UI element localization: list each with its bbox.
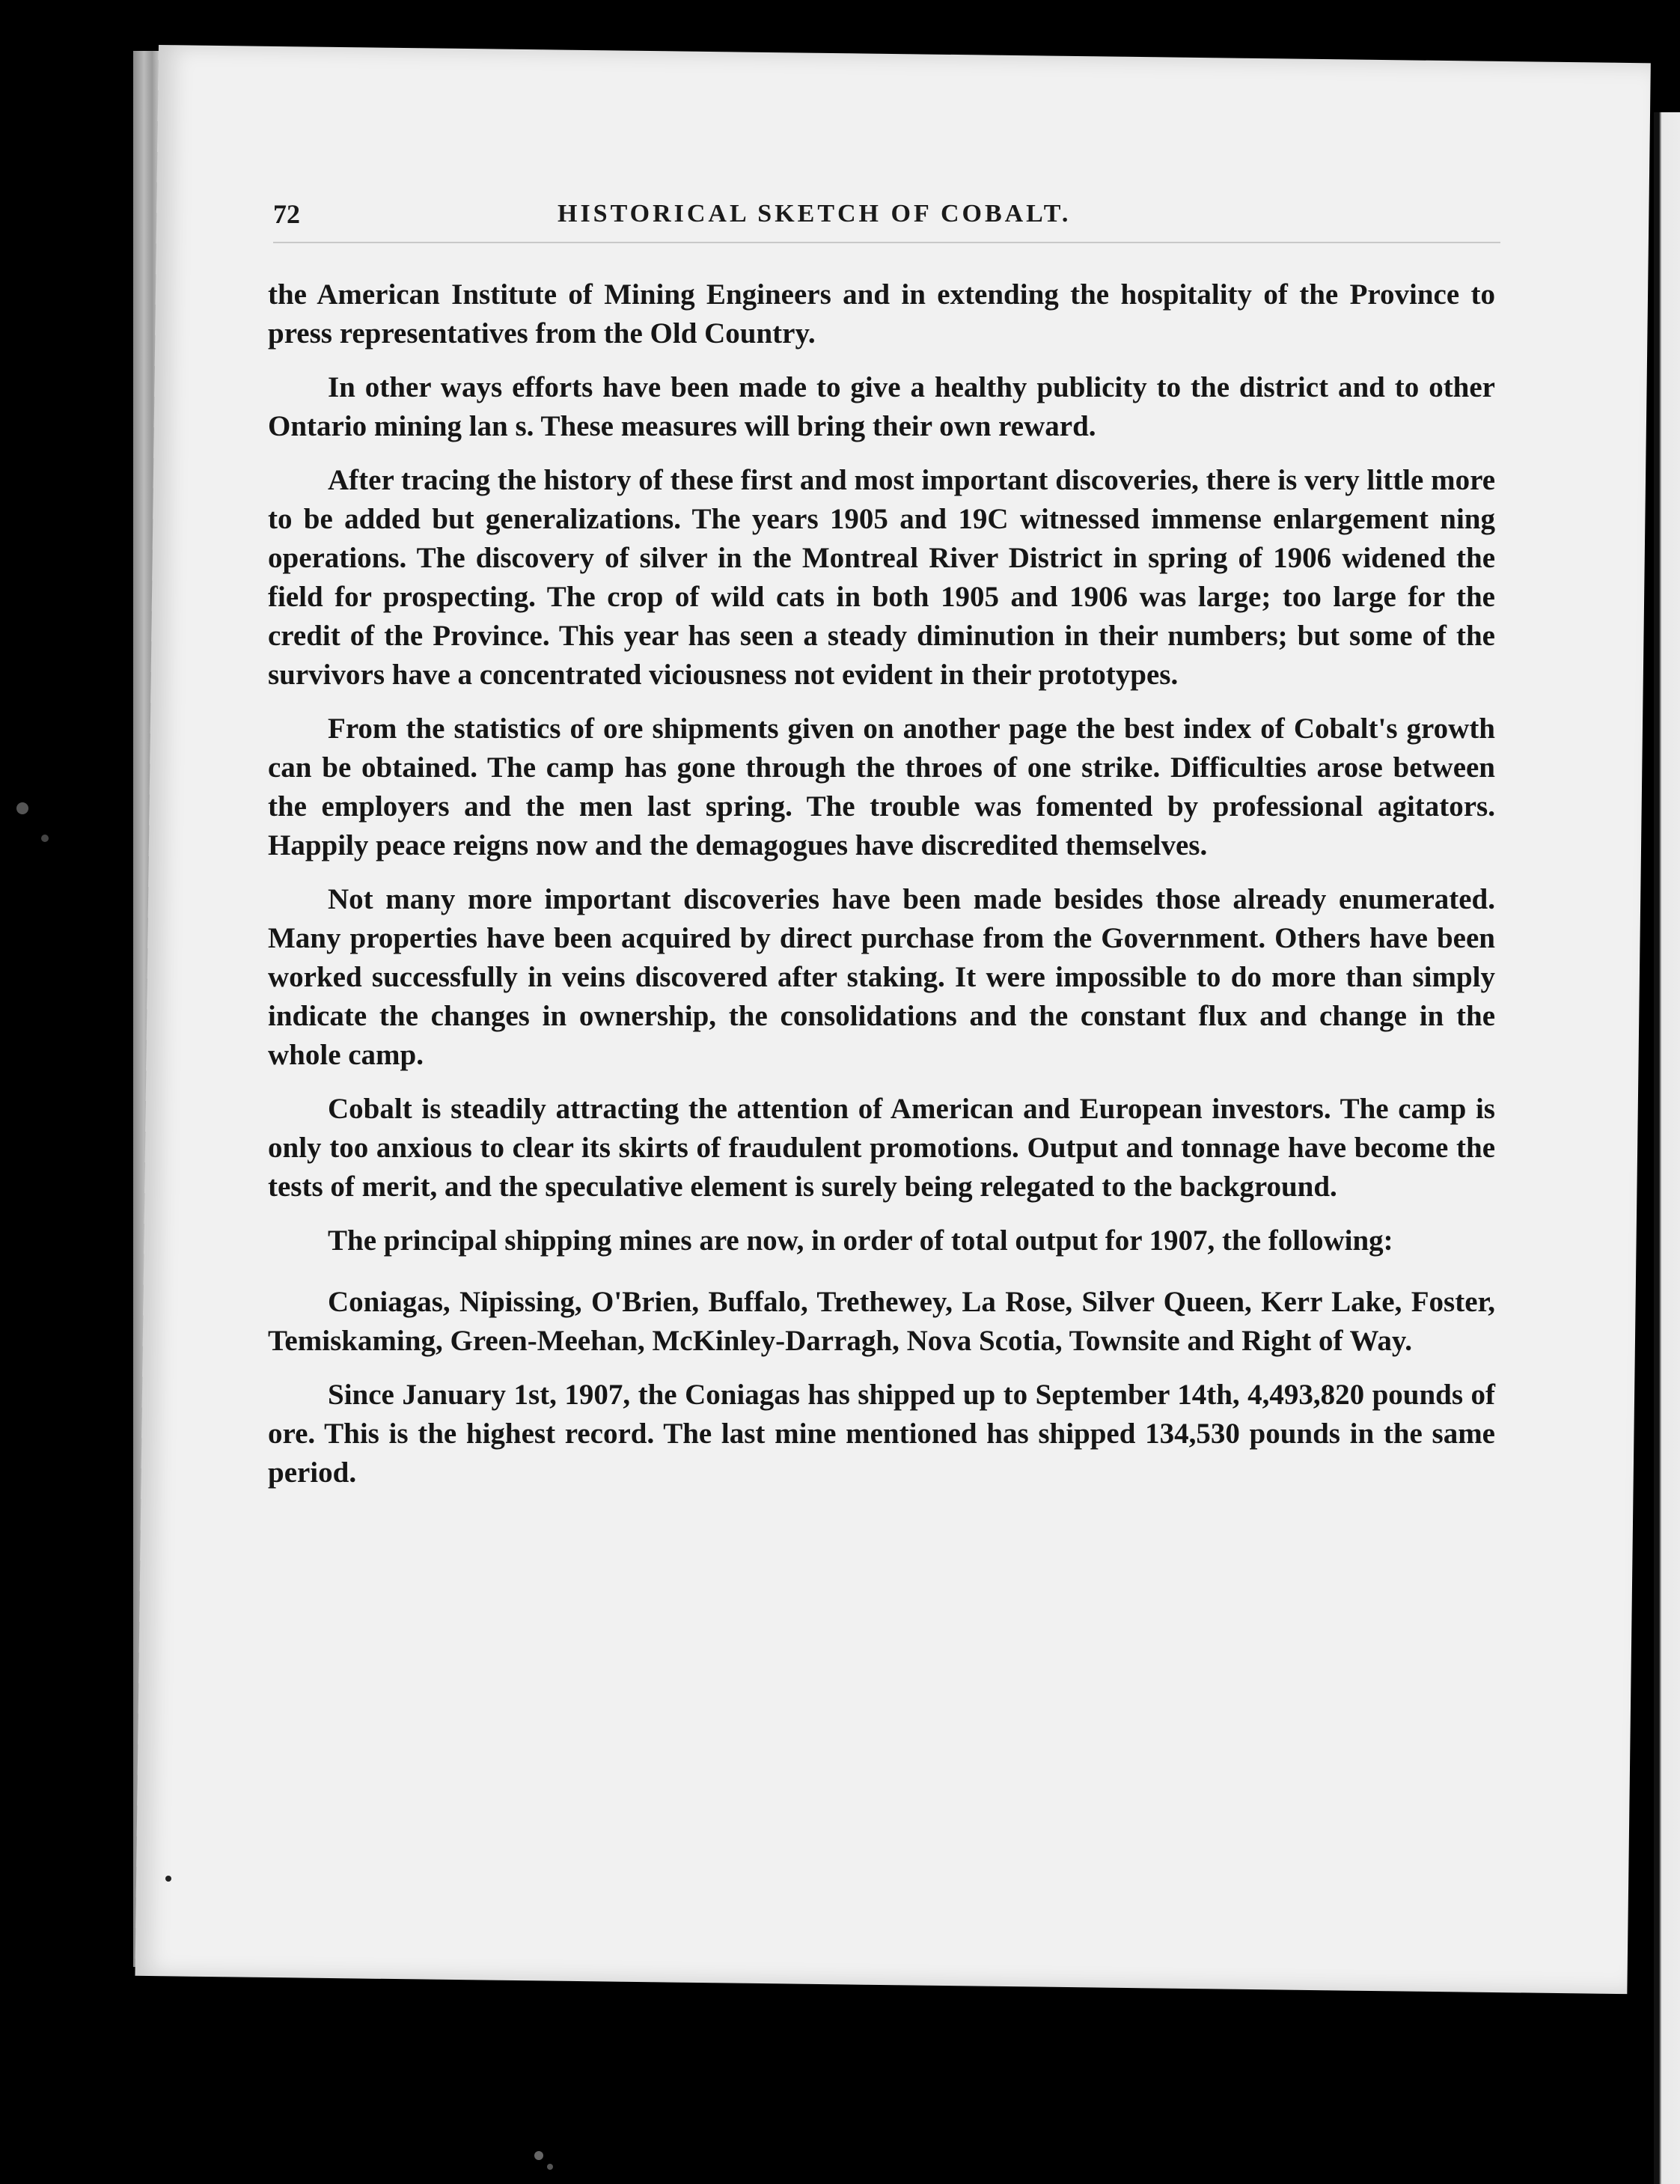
paragraph: Not many more important discoveries have been made besides those already enumerated. Many properties have been acquired by direct purchase from the Government. Others have been worked successfully in veins discovered after staking. It were impossible to do more than simply indicate the changes in ownership, the consolidations and the constant flux and change in the whole camp. xyxy=(268,883,1495,1071)
paragraph: Since January 1st, 1907, the Coniagas has shipped up to September 14th, 4,493,820 pounds of ore. This is the highest record. The last mine mentioned has shipped 134,530 pounds in the same period. xyxy=(268,1379,1495,1489)
paragraph-continuation: the American Institute of Mining Engineers and in extending the hospitality of the Province to press representatives from the Old Country. xyxy=(268,278,1495,350)
body-text xyxy=(268,275,1495,1507)
mines-list-paragraph: Coniagas, Nipissing, O'Brien, Buffalo, Trethewey, La Rose, Silver Queen, Kerr Lake, Foster, Temiskaming, Green-Meehan, McKinley-Darragh, Nova Scotia, Townsite and Right of Way. xyxy=(268,1286,1495,1357)
paragraph: In other ways efforts have been made to give a healthy publicity to the district and to other Ontario mining lan s. These measures will bring their own reward. xyxy=(268,371,1495,442)
paragraph: After tracing the history of these first and most important discoveries, there is very little more to be added but generalizations. The years 1905 and 19C witnessed immense enlargement ning operations. The discovery of silver in the Montreal River District in spring of 1906 widened the field for prospecting. The crop of wild cats in both 1905 and 1906 was large; too large for the credit of the Province. This year has seen a steady diminution in their numbers; but some of the survivors have a concentrated viciousness not evident in their prototypes. xyxy=(268,464,1495,691)
facing-page-edge xyxy=(1654,112,1680,2184)
header-rule xyxy=(273,242,1500,243)
page-number: 72 xyxy=(273,199,300,229)
paragraph: Cobalt is steadily attracting the attention of American and European investors. The camp is only too anxious to clear its skirts of fraudulent promotions. Output and tonnage have become the tests of merit, and the speculative element is surely being relegated to the background. xyxy=(268,1093,1495,1203)
paragraph: From the statistics of ore shipments given on another page the best index of Cobalt's growth can be obtained. The camp has gone through the throes of one strike. Difficulties arose between the employers and the men last spring. The trouble was fomented by professional agitators. Happily peace reigns now and the demagogues have discredited themselves. xyxy=(268,713,1495,861)
paragraph: The principal shipping mines are now, in order of total output for 1907, the following: xyxy=(328,1224,1393,1257)
running-head: HISTORICAL SKETCH OF COBALT. xyxy=(558,200,1072,228)
